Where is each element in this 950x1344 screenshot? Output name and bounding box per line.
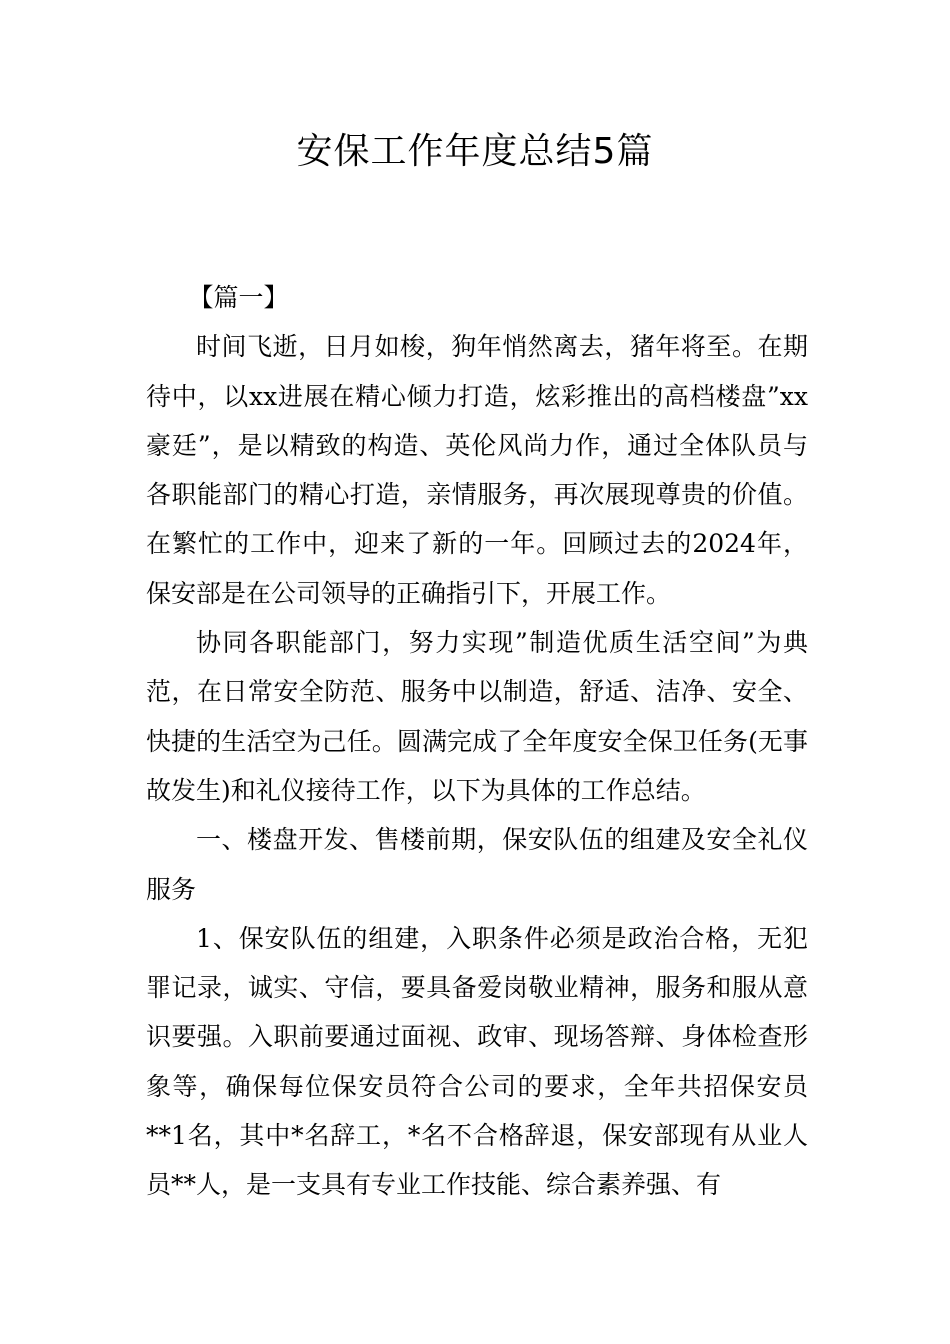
- document-title: 安保工作年度总结5篇: [296, 131, 654, 172]
- paragraph-intro: 时间飞逝，日月如梭，狗年悄然离去，猪年将至。在期待中，以xx进展在精心倾力打造，炫彩推出的高档楼盘”xx豪廷”，是以精致的构造、英伦风尚力作，通过全体队员与各职能部门的精心打造，亲情服务，再次展现尊贵的价值。在繁忙的工作中，迎来了新的一年。回顾过去的2024年，保安部是在公司领导的正确指引下，开展工作。: [146, 332, 808, 608]
- heading-section-one: 一、楼盘开发、售楼前期，保安队伍的组建及安全礼仪服务: [146, 825, 808, 904]
- document-body: [146, 273, 808, 1210]
- paragraph-team-building: 1、保安队伍的组建，入职条件必须是政治合格，无犯罪记录，诚实、守信，要具备爱岗敬业精神，服务和服从意识要强。入职前要通过面视、政审、现场答辩、身体检查形象等，确保每位保安员符合公司的要求，全年共招保安员**1名，其中*名辞工，*名不合格辞退，保安部现有从业人员**人，是一支具有专业工作技能、综合素养强、有: [146, 923, 808, 1200]
- section-label: 【篇一】: [188, 283, 289, 312]
- paragraph-cooperation: 协同各职能部门，努力实现”制造优质生活空间”为典范，在日常安全防范、服务中以制造，舒适、洁净、安全、快捷的生活空为己任。圆满完成了全年度安全保卫任务(无事故发生)和礼仪接待工作，以下为具体的工作总结。: [146, 628, 808, 805]
